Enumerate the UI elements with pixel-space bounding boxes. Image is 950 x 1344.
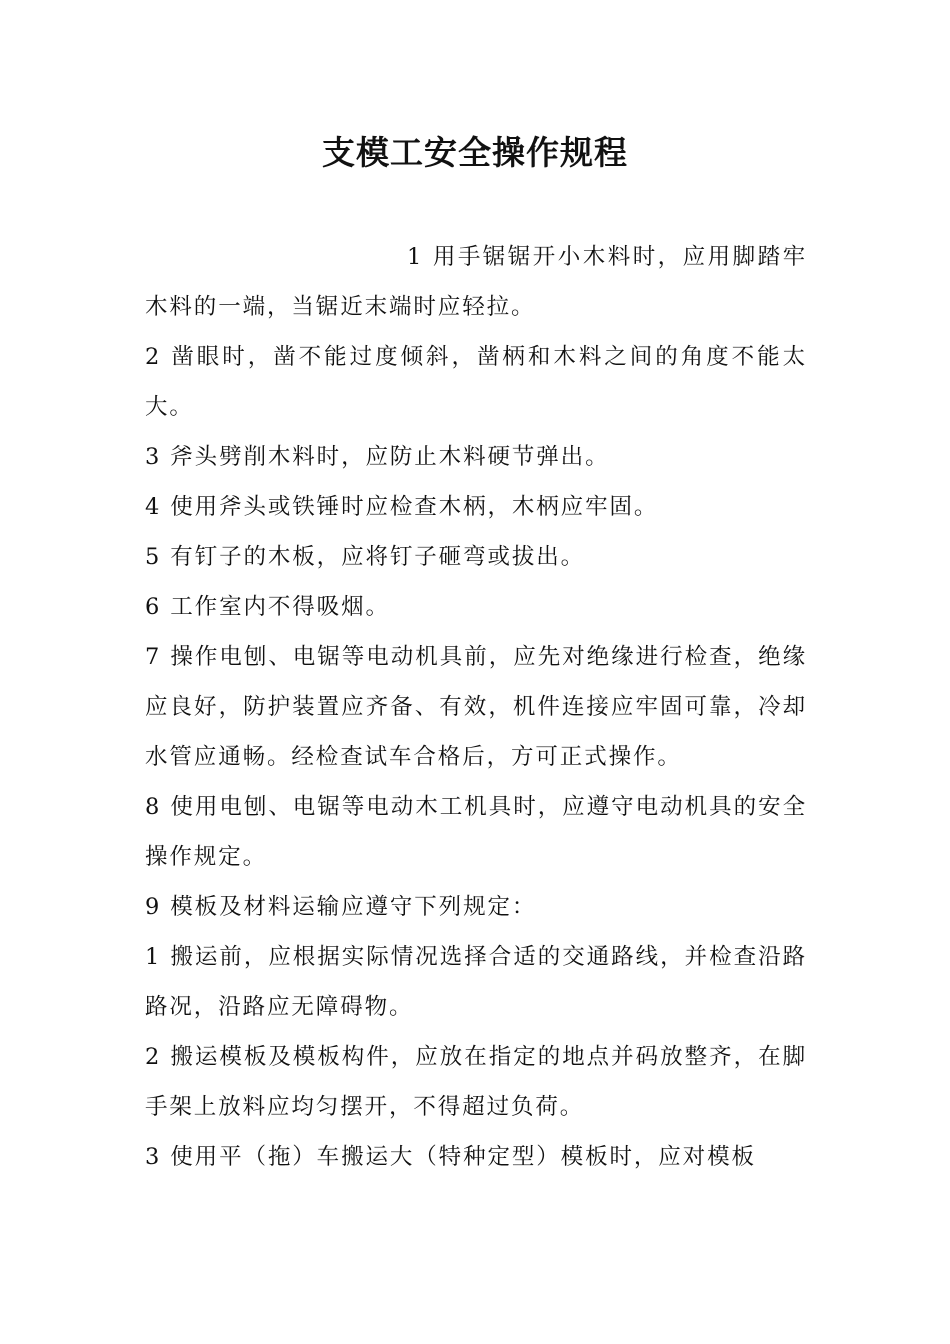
subitem-2: 2 搬运模板及模板构件，应放在指定的地点并码放整齐，在脚手架上放料应均匀摆开，不得超过负荷。 (145, 1044, 807, 1120)
document-title: 支模工安全操作规程 (322, 133, 628, 172)
paragraph-2: 2 凿眼时，凿不能过度倾斜，凿柄和木料之间的角度不能太大。 (145, 344, 807, 420)
document-body (145, 232, 807, 1182)
paragraph-5: 5 有钉子的木板，应将钉子砸弯或拔出。 (145, 544, 586, 570)
subitem-3: 3 使用平（拖）车搬运大（特种定型）模板时，应对模板 (145, 1144, 756, 1170)
paragraph-6: 6 工作室内不得吸烟。 (145, 594, 390, 620)
paragraph-4: 4 使用斧头或铁锤时应检查木柄，木柄应牢固。 (145, 494, 659, 520)
paragraph-9: 9 模板及材料运输应遵守下列规定： (145, 894, 537, 920)
subitem-1: 1 搬运前，应根据实际情况选择合适的交通路线，并检查沿路路况，沿路应无障碍物。 (145, 944, 807, 1020)
paragraph-8: 8 使用电刨、电锯等电动木工机具时，应遵守电动机具的安全操作规定。 (145, 794, 807, 870)
paragraph-1: 1 用手锯锯开小木料时，应用脚踏牢木料的一端，当锯近末端时应轻拉。 (145, 244, 807, 320)
paragraph-7: 7 操作电刨、电锯等电动机具前，应先对绝缘进行检查，绝缘应良好，防护装置应齐备、有效，机件连接应牢固可靠，冷却水管应通畅。经检查试车合格后，方可正式操作。 (145, 644, 807, 770)
paragraph-3: 3 斧头劈削木料时，应防止木料硬节弹出。 (145, 444, 610, 470)
